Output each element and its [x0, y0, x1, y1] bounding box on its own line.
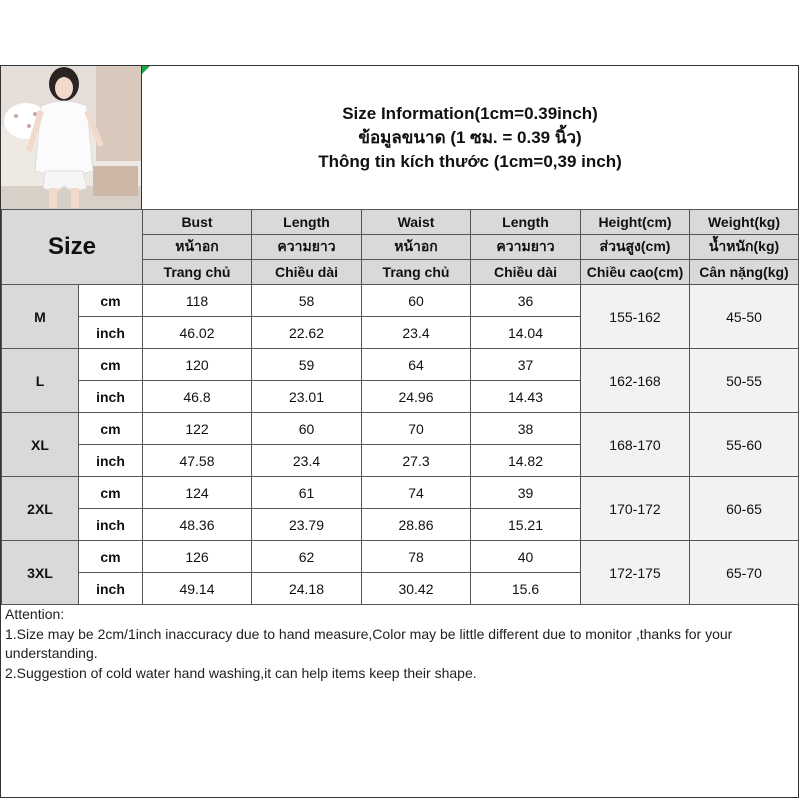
value-cell: 48.36: [143, 509, 252, 541]
value-cell: 46.8: [143, 381, 252, 413]
value-cell: 64: [362, 349, 471, 381]
value-cell: 24.96: [362, 381, 471, 413]
value-cell: 40: [471, 541, 581, 573]
unit-inch-cell: inch: [79, 445, 143, 477]
note-line-2: 2.Suggestion of cold water hand washing,it can help items keep their shape.: [5, 664, 477, 681]
unit-inch-cell: inch: [79, 573, 143, 605]
value-cell: 28.86: [362, 509, 471, 541]
value-cell: 39: [471, 477, 581, 509]
col-header-vi: Chiều dài: [252, 260, 362, 285]
value-cell: 59: [252, 349, 362, 381]
value-cell: 46.02: [143, 317, 252, 349]
value-cell: 78: [362, 541, 471, 573]
unit-inch-cell: inch: [79, 381, 143, 413]
value-cell: 37: [471, 349, 581, 381]
height-cell: 170-172: [581, 477, 690, 541]
weight-cell: 45-50: [690, 285, 799, 349]
value-cell: 14.04: [471, 317, 581, 349]
size-name-cell: L: [2, 349, 79, 413]
size-name-cell: 3XL: [2, 541, 79, 605]
value-cell: 36: [471, 285, 581, 317]
note-line-1-continued: understanding.: [5, 645, 98, 661]
title-english: Size Information(1cm=0.39inch): [342, 103, 598, 123]
value-cell: 124: [143, 477, 252, 509]
value-cell: 14.43: [471, 381, 581, 413]
height-cell: 162-168: [581, 349, 690, 413]
unit-cm-cell: cm: [79, 349, 143, 381]
product-photo: [1, 66, 142, 209]
table-row: [2, 413, 799, 445]
height-cell: 155-162: [581, 285, 690, 349]
weight-cell: 60-65: [690, 477, 799, 541]
col-header-th: ความยาว: [252, 235, 362, 260]
col-header-th: หน้าอก: [362, 235, 471, 260]
value-cell: 15.6: [471, 573, 581, 605]
col-header-en: Waist: [362, 210, 471, 235]
height-cell: 172-175: [581, 541, 690, 605]
size-chart-sheet: [0, 65, 799, 798]
value-cell: 23.01: [252, 381, 362, 413]
unit-inch-cell: inch: [79, 317, 143, 349]
value-cell: 60: [362, 285, 471, 317]
size-table: [1, 209, 799, 605]
title-thai: ข้อมูลขนาด (1 ซม. = 0.39 นิ้ว): [358, 127, 582, 147]
col-header-en: Weight(kg): [690, 210, 799, 235]
note-line-1: 1.Size may be 2cm/1inch inaccuracy due to hand measure,Color may be little different due to monitor ,thanks for your: [5, 625, 733, 642]
title-block: [142, 66, 798, 209]
size-column-header: Size: [2, 210, 143, 285]
col-header-th: ส่วนสูง(cm): [581, 235, 690, 260]
unit-cm-cell: cm: [79, 541, 143, 573]
col-header-vi: Trang chủ: [143, 260, 252, 285]
size-name-cell: M: [2, 285, 79, 349]
value-cell: 38: [471, 413, 581, 445]
value-cell: 60: [252, 413, 362, 445]
value-cell: 27.3: [362, 445, 471, 477]
col-header-vi: Trang chủ: [362, 260, 471, 285]
value-cell: 15.21: [471, 509, 581, 541]
value-cell: 47.58: [143, 445, 252, 477]
col-header-th: หน้าอก: [143, 235, 252, 260]
product-photo-image: [1, 66, 141, 209]
col-header-vi: Chiều cao(cm): [581, 260, 690, 285]
value-cell: 74: [362, 477, 471, 509]
value-cell: 120: [143, 349, 252, 381]
unit-cm-cell: cm: [79, 285, 143, 317]
col-header-th: ความยาว: [471, 235, 581, 260]
value-cell: 118: [143, 285, 252, 317]
col-header-th: น้ำหนัก(kg): [690, 235, 799, 260]
size-info-header: [1, 66, 798, 210]
size-name-cell: 2XL: [2, 477, 79, 541]
notes-heading: Attention:: [5, 606, 65, 622]
table-row: [2, 285, 799, 317]
green-corner-mark: [142, 66, 150, 74]
value-cell: 23.79: [252, 509, 362, 541]
unit-cm-cell: cm: [79, 477, 143, 509]
value-cell: 49.14: [143, 573, 252, 605]
title-vietnamese: Thông tin kích thước (1cm=0,39 inch): [318, 151, 622, 171]
header-row-en: [2, 210, 799, 235]
table-row: [2, 477, 799, 509]
value-cell: 30.42: [362, 573, 471, 605]
unit-cm-cell: cm: [79, 413, 143, 445]
col-header-en: Height(cm): [581, 210, 690, 235]
weight-cell: 55-60: [690, 413, 799, 477]
unit-inch-cell: inch: [79, 509, 143, 541]
table-row: [2, 349, 799, 381]
col-header-vi: Chiều dài: [471, 260, 581, 285]
value-cell: 14.82: [471, 445, 581, 477]
table-row: [2, 541, 799, 573]
weight-cell: 65-70: [690, 541, 799, 605]
value-cell: 58: [252, 285, 362, 317]
value-cell: 22.62: [252, 317, 362, 349]
col-header-en: Length: [252, 210, 362, 235]
size-name-cell: XL: [2, 413, 79, 477]
value-cell: 23.4: [362, 317, 471, 349]
value-cell: 23.4: [252, 445, 362, 477]
value-cell: 62: [252, 541, 362, 573]
value-cell: 24.18: [252, 573, 362, 605]
col-header-vi: Cân nặng(kg): [690, 260, 799, 285]
value-cell: 126: [143, 541, 252, 573]
col-header-en: Bust: [143, 210, 252, 235]
col-header-en: Length: [471, 210, 581, 235]
value-cell: 61: [252, 477, 362, 509]
attention-notes: [5, 605, 795, 683]
weight-cell: 50-55: [690, 349, 799, 413]
value-cell: 70: [362, 413, 471, 445]
value-cell: 122: [143, 413, 252, 445]
height-cell: 168-170: [581, 413, 690, 477]
